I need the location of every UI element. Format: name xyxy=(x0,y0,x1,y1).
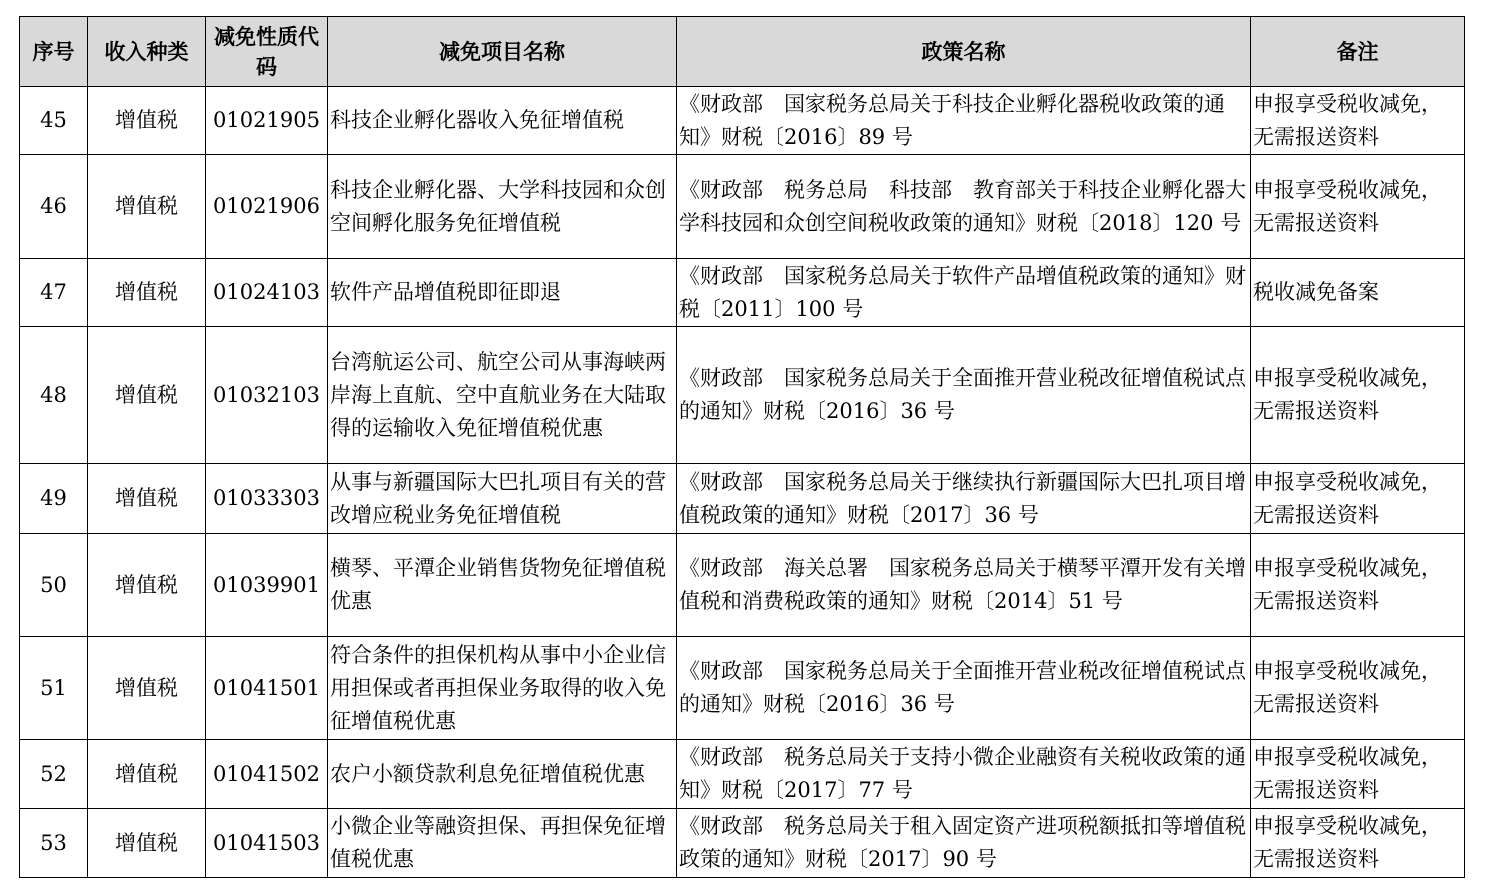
cell-no: 49 xyxy=(20,464,88,534)
cell-relief-code: 01039901 xyxy=(206,534,328,637)
header-note: 备注 xyxy=(1251,17,1465,87)
cell-relief-code: 01041502 xyxy=(206,740,328,809)
cell-no: 50 xyxy=(20,534,88,637)
cell-note: 申报享受税收减免，无需报送资料 xyxy=(1251,740,1465,809)
cell-income-type: 增值税 xyxy=(88,259,206,327)
cell-policy-name: 《财政部 国家税务总局关于全面推开营业税改征增值税试点的通知》财税〔2016〕36 号 xyxy=(677,637,1251,740)
cell-note: 税收减免备案 xyxy=(1251,259,1465,327)
cell-note: 申报享受税收减免，无需报送资料 xyxy=(1251,464,1465,534)
table-row xyxy=(20,637,1465,740)
cell-no: 45 xyxy=(20,87,88,155)
cell-relief-code: 01024103 xyxy=(206,259,328,327)
cell-relief-item-name: 横琴、平潭企业销售货物免征增值税优惠 xyxy=(328,534,677,637)
cell-relief-item-name: 从事与新疆国际大巴扎项目有关的营改增应税业务免征增值税 xyxy=(328,464,677,534)
cell-income-type: 增值税 xyxy=(88,637,206,740)
table-row xyxy=(20,809,1465,878)
cell-note: 申报享受税收减免，无需报送资料 xyxy=(1251,327,1465,464)
table-row xyxy=(20,534,1465,637)
table-row xyxy=(20,155,1465,259)
cell-income-type: 增值税 xyxy=(88,327,206,464)
cell-relief-item-name: 软件产品增值税即征即退 xyxy=(328,259,677,327)
cell-policy-name: 《财政部 税务总局 科技部 教育部关于科技企业孵化器大学科技园和众创空间税收政策的通知》财税〔2018〕120 号 xyxy=(677,155,1251,259)
cell-income-type: 增值税 xyxy=(88,534,206,637)
header-relief-item-name: 减免项目名称 xyxy=(328,17,677,87)
cell-relief-item-name: 小微企业等融资担保、再担保免征增值税优惠 xyxy=(328,809,677,878)
cell-relief-code: 01021905 xyxy=(206,87,328,155)
cell-note: 申报享受税收减免，无需报送资料 xyxy=(1251,809,1465,878)
cell-policy-name: 《财政部 国家税务总局关于科技企业孵化器税收政策的通知》财税〔2016〕89 号 xyxy=(677,87,1251,155)
cell-policy-name: 《财政部 税务总局关于租入固定资产进项税额抵扣等增值税政策的通知》财税〔2017〕90 号 xyxy=(677,809,1251,878)
cell-relief-code: 01032103 xyxy=(206,327,328,464)
cell-income-type: 增值税 xyxy=(88,809,206,878)
cell-policy-name: 《财政部 海关总署 国家税务总局关于横琴平潭开发有关增值税和消费税政策的通知》财税〔2014〕51 号 xyxy=(677,534,1251,637)
cell-policy-name: 《财政部 国家税务总局关于全面推开营业税改征增值税试点的通知》财税〔2016〕36 号 xyxy=(677,327,1251,464)
cell-relief-code: 01041503 xyxy=(206,809,328,878)
cell-policy-name: 《财政部 国家税务总局关于继续执行新疆国际大巴扎项目增值税政策的通知》财税〔2017〕36 号 xyxy=(677,464,1251,534)
table-row xyxy=(20,259,1465,327)
cell-policy-name: 《财政部 税务总局关于支持小微企业融资有关税收政策的通知》财税〔2017〕77 号 xyxy=(677,740,1251,809)
cell-no: 47 xyxy=(20,259,88,327)
cell-no: 51 xyxy=(20,637,88,740)
cell-relief-item-name: 符合条件的担保机构从事中小企业信用担保或者再担保业务取得的收入免征增值税优惠 xyxy=(328,637,677,740)
cell-no: 48 xyxy=(20,327,88,464)
table-header-row xyxy=(20,17,1465,87)
cell-relief-code: 01041501 xyxy=(206,637,328,740)
cell-note: 申报享受税收减免，无需报送资料 xyxy=(1251,155,1465,259)
cell-relief-code: 01033303 xyxy=(206,464,328,534)
table-row xyxy=(20,464,1465,534)
table-body xyxy=(20,87,1465,878)
cell-no: 46 xyxy=(20,155,88,259)
cell-income-type: 增值税 xyxy=(88,87,206,155)
header-policy-name: 政策名称 xyxy=(677,17,1251,87)
cell-income-type: 增值税 xyxy=(88,740,206,809)
cell-relief-item-name: 农户小额贷款利息免征增值税优惠 xyxy=(328,740,677,809)
cell-income-type: 增值税 xyxy=(88,464,206,534)
table-row xyxy=(20,327,1465,464)
cell-no: 53 xyxy=(20,809,88,878)
header-no: 序号 xyxy=(20,17,88,87)
cell-relief-item-name: 科技企业孵化器、大学科技园和众创空间孵化服务免征增值税 xyxy=(328,155,677,259)
header-income-type: 收入种类 xyxy=(88,17,206,87)
cell-no: 52 xyxy=(20,740,88,809)
cell-note: 申报享受税收减免，无需报送资料 xyxy=(1251,637,1465,740)
cell-relief-item-name: 科技企业孵化器收入免征增值税 xyxy=(328,87,677,155)
cell-relief-item-name: 台湾航运公司、航空公司从事海峡两岸海上直航、空中直航业务在大陆取得的运输收入免征增值税优惠 xyxy=(328,327,677,464)
cell-relief-code: 01021906 xyxy=(206,155,328,259)
cell-note: 申报享受税收减免，无需报送资料 xyxy=(1251,87,1465,155)
header-relief-code: 减免性质代码 xyxy=(206,17,328,87)
cell-note: 申报享受税收减免，无需报送资料 xyxy=(1251,534,1465,637)
cell-policy-name: 《财政部 国家税务总局关于软件产品增值税政策的通知》财税〔2011〕100 号 xyxy=(677,259,1251,327)
cell-income-type: 增值税 xyxy=(88,155,206,259)
tax-relief-table xyxy=(19,16,1465,878)
table-row xyxy=(20,740,1465,809)
table-row xyxy=(20,87,1465,155)
